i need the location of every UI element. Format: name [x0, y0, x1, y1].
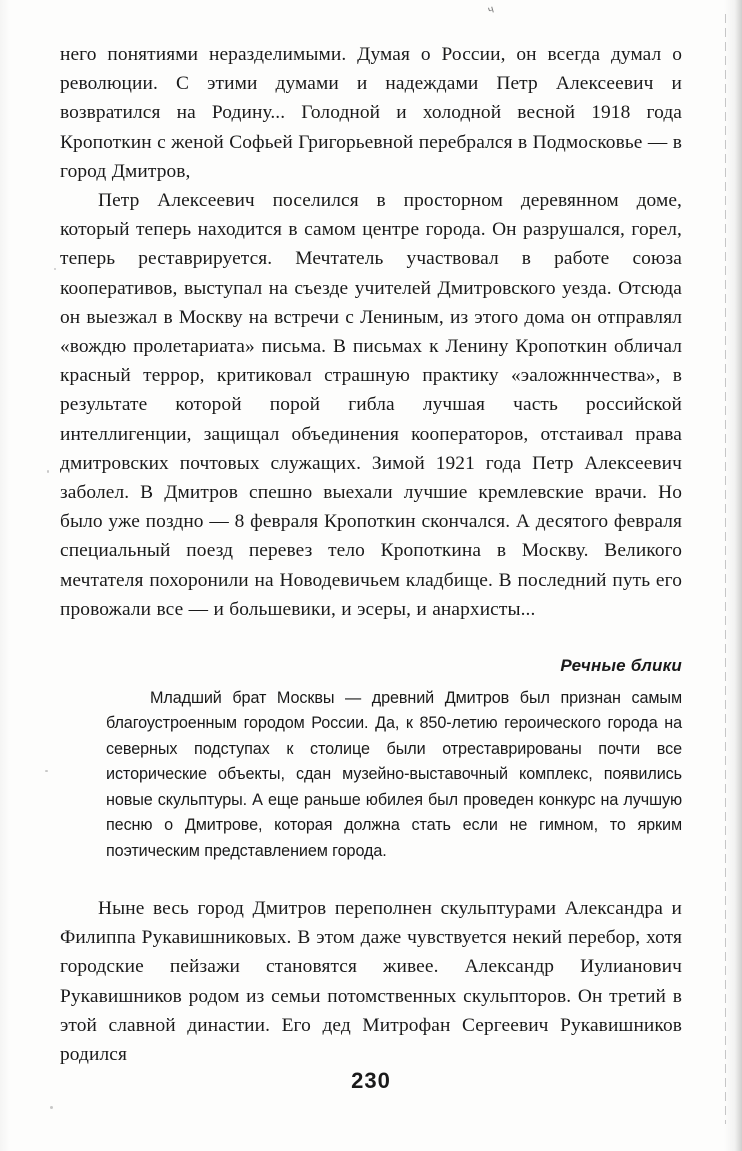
paragraph-continued: него понятиями неразделимыми. Думая о России, он всегда думал о революции. С этими думами и надеждами Петр Алексеевич и возвратился на Родину... Голодной и холодной весной 1918 года Кропоткин с женой Софьей Григорьевной перебрался в Подмосковье — в город Дмитров,: [60, 44, 682, 182]
top-page-mark: ч: [486, 3, 496, 17]
page-number: 230: [351, 1068, 391, 1093]
page-right-margin-rule: [725, 14, 726, 1124]
page-right-edge-shading: [724, 0, 742, 1151]
scan-speck: [54, 268, 56, 270]
page-text-column: [60, 40, 682, 1069]
scan-speck: [50, 1106, 53, 1109]
scan-speck: [45, 770, 48, 772]
paragraph-rukavishnikov: Ныне весь город Дмитров переполнен скульптурами Александра и Филиппа Рукавишниковых. В этом даже чувствуется некий перебор, хотя городские пейзажи становятся живее. Александр Иулианович Рукавишников родом из семьи потомственных скульпторов. Он третий в этой славной династии. Его дед Митрофан Сергеевич Рукавишников родился: [60, 897, 682, 1065]
section-heading: Речные блики: [560, 656, 682, 676]
spacer: [60, 864, 682, 894]
inset-paragraph: Младший брат Москвы — древний Дмитров был признан самым благоустроенным городом России. Да, к 850-летию героического города на северных подступах к столице были отреставрированы почти все исторические объекты, сдан музейно-выставочный комплекс, появились новые скульптуры. А еще раньше юбилея был проведен конкурс на лучшую песню о Дмитрове, которая должна стать если не гимном, то ярким поэтическим представлением города.: [106, 689, 682, 860]
scan-speck: [47, 470, 49, 473]
page-left-edge-shading: [0, 0, 10, 1151]
paragraph-dmitrov-house: Петр Алексеевич поселился в просторном деревянном доме, который теперь находится в самом центре города. Он разрушался, горел, теперь реставрируется. Мечтатель участвовал в работе союза кооперативов, выступал на съезде учителей Дмитровского уезда. Отсюда он выезжал в Москву на встречи с Лениным, из этого дома он отправлял «вождю пролетариата» письма. В письмах к Ленину Кропоткин обличал красный террор, критиковал страшную практику «эаложннчества», в результате которой порой гибла лучшая часть российской интеллигенции, защищал объединения кооператоров, отстаивал права дмитровских почтовых служащих. Зимой 1921 года Петр Алексеевич заболел. В Дмитров спешно выехали лучшие кремлевские врачи. Но было уже поздно — 8 февраля Кропоткин скончался. А десятого февраля специальный поезд перевез тело Кропоткина в Москву. Великого мечтателя похоронили на Новодевичьем кладбище. В последний путь его провожали все — и большевики, и эсеры, и анархисты...: [60, 190, 682, 620]
